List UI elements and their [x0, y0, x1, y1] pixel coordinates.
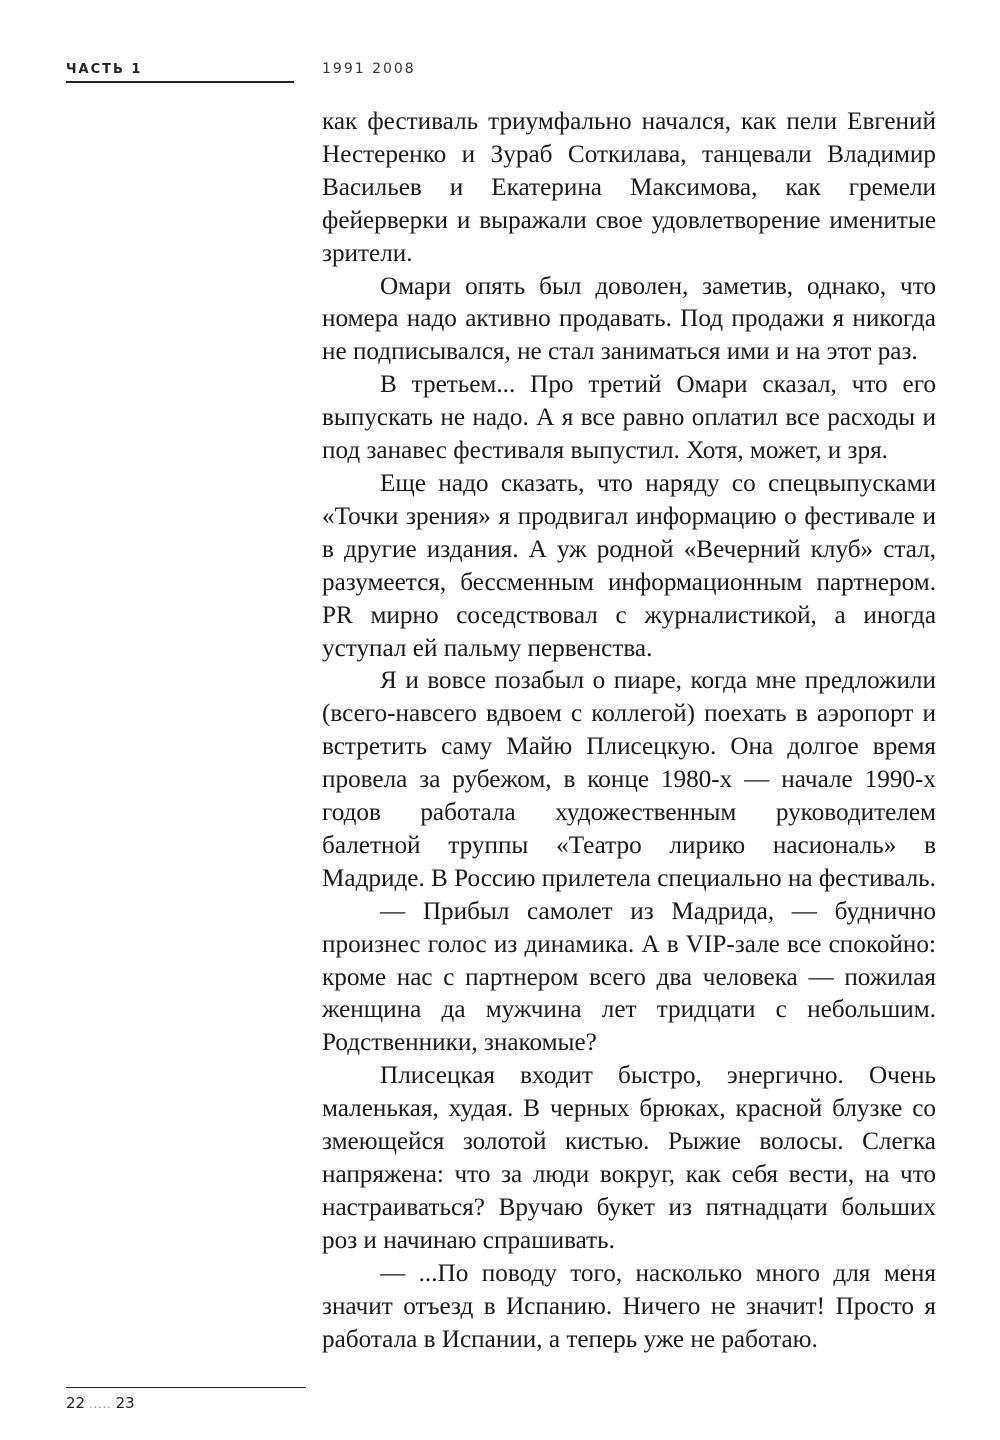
header-rule: [66, 81, 294, 83]
page-numbers: [66, 1394, 135, 1412]
paragraph: — Прибыл самолет из Мадрида, — буднично произнес голос из динамика. А в VIP-зале все спокойно: кроме нас с партнером всего два человека — пожилая женщина да мужчина лет тридцати с небольшим. Родственники, знакомые?: [322, 897, 936, 1057]
page-number-left: 22: [66, 1394, 86, 1412]
paragraph: Еще надо сказать, что наряду со спецвыпусками «Точки зрения» я продвигал информацию о фестивале и в другие издания. А уж родной «Вечерний клуб» стал, разумеется, бессменным информационным партнером. PR мирно соседствовал с журналистикой, а иногда уступал ей пальму первенства.: [322, 469, 936, 662]
part-label: ЧАСТЬ 1: [66, 62, 143, 77]
footer-rule: [66, 1387, 306, 1388]
page-number-separator: .....: [89, 1398, 112, 1411]
paragraph: Я и вовсе позабыл о пиаре, когда мне предложили (всего-навсего вдвоем с коллегой) поехать в аэропорт и встретить саму Майю Плисецкую. Она долгое время провела за рубежом, в конце 1980-х — начале 1990-х годов работала художественным руководителем балетной труппы «Театро лирико насиональ» в Мадриде. В Россию прилетела специально на фестиваль.: [322, 667, 936, 892]
body-text: [322, 106, 936, 1356]
paragraph: Омари опять был доволен, заметив, однако, что номера надо активно продавать. Под продажи я никогда не подписывался, не стал заниматься ими и на этот раз.: [322, 272, 936, 366]
paragraph: В третьем... Про третий Омари сказал, что его выпускать не надо. А я все равно оплатил все расходы и под занавес фестиваля выпустил. Хотя, может, и зря.: [322, 371, 936, 465]
paragraph: Плисецкая входит быстро, энергично. Очень маленькая, худая. В черных брюках, красной блузке со змеющейся золотой кистью. Рыжие волосы. Слегка напряжена: что за люди вокруг, как себя вести, на что настраиваться? Вручаю букет из пятнадцати больших роз и начинаю спрашивать.: [322, 1062, 936, 1254]
paragraph: — ...По поводу того, насколько много для меня значит отъезд в Испанию. Ничего не значит! Просто я работала в Испании, а теперь уже не работаю.: [322, 1259, 936, 1353]
years-label: 1991 2008: [322, 61, 416, 77]
page-number-right: 23: [115, 1394, 135, 1412]
paragraph: как фестиваль триумфально начался, как пели Евгений Нестеренко и Зураб Соткилава, танцевали Владимир Васильев и Екатерина Максимова, как гремели фейерверки и выражали свое удовлетворение именитые зрители.: [322, 108, 936, 267]
